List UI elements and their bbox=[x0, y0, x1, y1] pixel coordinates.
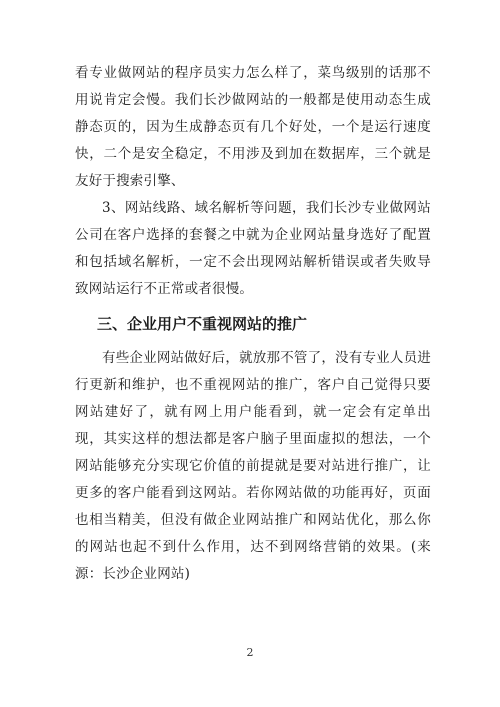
section-heading: 三、企业用户不重视网站的推广 bbox=[97, 315, 308, 333]
paragraph-item-3: 3、网站线路、域名解析等问题，我们长沙专业做网站公司在客户选择的套餐之中就为企业网站量身选好了配置和包括域名解析，一定不会出现网站解析错误或者失败导致网站运行不正常或者很慢。 bbox=[75, 200, 431, 297]
page-body bbox=[75, 60, 431, 588]
page-number: 2 bbox=[246, 646, 254, 659]
paragraph-intro: 看专业做网站的程序员实力怎么样了，菜鸟级别的话那不用说肯定会慢。我们长沙做网站的一般都是使用动态生成静态页的，因为生成静态页有几个好处，一个是运行速度快，二个是安全稳定，不用涉及到加在数据库，三个就是友好于搜索引擎、 bbox=[75, 65, 431, 189]
paragraph-promotion: 有些企业网站做好后，就放那不管了，没有专业人员进行更新和维护，也不重视网站的推广，客户自己觉得只要网站建好了，就有网上用户能看到，就一定会有定单出现，其实这样的想法都是客户脑子里面虚拟的想法，一个网站能够充分实现它价值的前提就是要对站进行推广，让更多的客户能看到这网站。若你网站做的功能再好，页面也相当精美，但没有做企业网站推广和网站优化，那么你的网站也起不到什么作用，达不到网络营销的效果。(来源：长沙企业网站) bbox=[75, 350, 431, 582]
